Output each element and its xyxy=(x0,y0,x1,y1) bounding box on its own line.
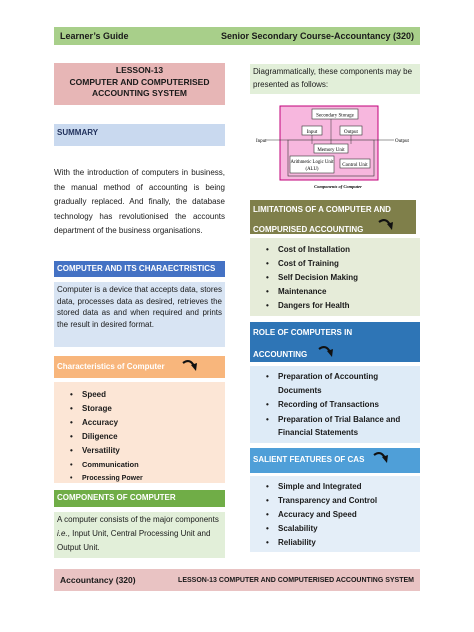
components-heading: COMPONENTS OF COMPUTER xyxy=(54,490,225,507)
footer-left: Accountancy (320) xyxy=(60,575,136,585)
limitations-list xyxy=(250,243,420,313)
diagram-input-label: Input xyxy=(256,139,267,144)
page-footer xyxy=(54,569,420,591)
list-item: • Recording of Transactions xyxy=(250,398,420,412)
components-diagram xyxy=(254,104,420,192)
limitations-list-box xyxy=(250,238,420,316)
list-item: • Versatility xyxy=(54,444,225,458)
header-left: Learner’s Guide xyxy=(60,31,129,41)
lesson-title-line: COMPUTER AND COMPUTERISED xyxy=(69,76,210,87)
curved-arrow-icon xyxy=(181,359,199,373)
components-text xyxy=(54,512,225,558)
components-text-b: , Input Unit, Central Processing Unit and Output Unit. xyxy=(57,529,211,552)
list-item: • Cost of Training xyxy=(250,257,420,271)
curved-arrow-icon xyxy=(317,345,335,359)
input-unit-label: Input xyxy=(306,130,318,135)
list-item: • Dangers for Health xyxy=(250,299,420,313)
header-right: Senior Secondary Course-Accountancy (320) xyxy=(220,31,414,41)
list-item: • Storage xyxy=(54,402,225,416)
page-header xyxy=(54,27,420,45)
curved-arrow-icon xyxy=(372,451,390,465)
list-item: • Accuracy and Speed xyxy=(250,508,420,522)
characteristics-heading-text: Characteristics of Computer xyxy=(57,362,165,371)
cas-list xyxy=(250,480,420,550)
memory-unit-label: Memory Unit xyxy=(317,148,345,153)
curved-arrow-icon xyxy=(377,218,395,232)
role-list xyxy=(250,370,420,440)
components-text-ie: i.e. xyxy=(57,529,68,538)
output-unit-label: Output xyxy=(344,130,358,135)
cas-list-box xyxy=(250,476,420,552)
computer-heading: COMPUTER AND ITS CHARAECTRISTICS xyxy=(54,261,225,277)
limitations-heading-line1: LIMITATIONS OF A COMPUTER AND xyxy=(253,205,391,214)
lesson-number: LESSON-13 xyxy=(115,65,164,75)
diagram-caption: Components of Computer xyxy=(314,184,362,189)
summary-heading: SUMMARY xyxy=(54,124,225,146)
list-item: • Reliability xyxy=(250,536,420,550)
role-heading xyxy=(250,322,420,362)
limitations-heading-line2: COMPURISED ACCOUNTING xyxy=(253,225,364,234)
list-item: • Diligence xyxy=(54,430,225,444)
role-heading-line1: ROLE OF COMPUTERS IN xyxy=(253,328,353,337)
list-item: • Accuracy xyxy=(54,416,225,430)
list-item: • Preparation of Accounting Documents xyxy=(250,370,420,397)
alu-label: Arithmetic Logic Unit xyxy=(290,160,334,165)
secondary-storage-label: Secondary Storage xyxy=(316,113,354,119)
lesson-title-box xyxy=(54,63,225,105)
list-item: • Communication xyxy=(54,458,225,472)
intro-paragraph: With the introduction of computers in business, the manual method of accounting is being gradually replaced. And finally, the database technology has revolutionised the accounts department of the business organisations. xyxy=(54,168,225,235)
diagram-intro: Diagrammatically, these components may be presented as follows: xyxy=(250,64,420,94)
list-item: • Processing Power xyxy=(54,472,225,486)
alu-abbr-label: (ALU) xyxy=(305,167,319,172)
diagram-output-label: Output xyxy=(395,139,409,144)
components-text-a: A computer consists of the major components xyxy=(57,515,219,524)
list-item: • Speed xyxy=(54,388,225,402)
role-list-box xyxy=(250,366,420,443)
cas-heading-text: SALIENT FEATURES OF CAS xyxy=(253,455,365,464)
characteristics-heading xyxy=(54,356,225,378)
computer-definition: Computer is a device that accepts data, stores data, processes data as desired, retrieves the stored data as and when required and prints the result in desired format. xyxy=(54,282,225,347)
list-item: • Cost of Installation xyxy=(250,243,420,257)
characteristics-list xyxy=(54,388,225,486)
control-unit-label: Control Unit xyxy=(342,163,368,168)
list-item: • Transparency and Control xyxy=(250,494,420,508)
footer-right: LESSON-13 COMPUTER AND COMPUTERISED ACCOUNTING SYSTEM xyxy=(178,576,414,584)
list-item: • Preparation of Trial Balance and Financial Statements xyxy=(250,413,420,440)
list-item: • Simple and Integrated xyxy=(250,480,420,494)
characteristics-list-box xyxy=(54,382,225,483)
list-item: • Scalability xyxy=(250,522,420,536)
role-heading-line2: ACCOUNTING xyxy=(253,350,308,359)
lesson-title-line: ACCOUNTING SYSTEM xyxy=(92,88,187,98)
cas-heading xyxy=(250,448,420,473)
list-item: • Maintenance xyxy=(250,285,420,299)
list-item: • Self Decision Making xyxy=(250,271,420,285)
